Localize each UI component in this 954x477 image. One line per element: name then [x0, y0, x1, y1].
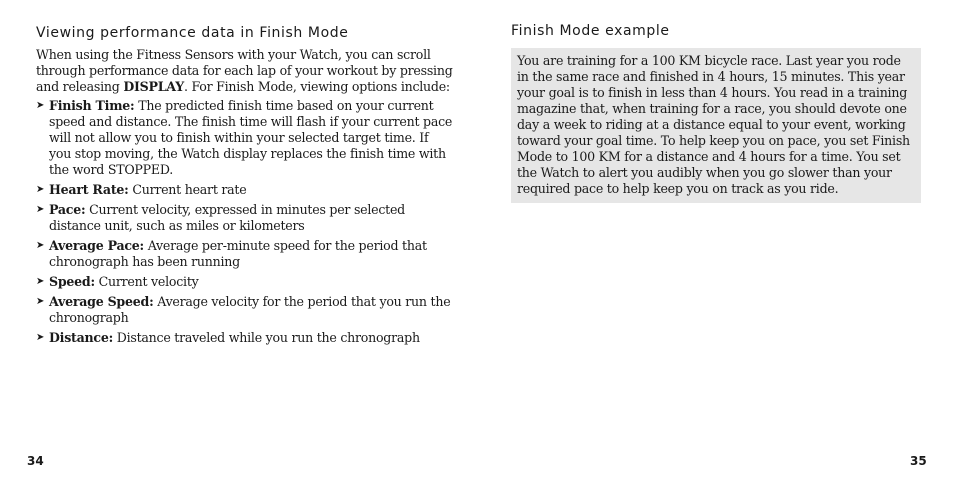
option-description: Current velocity [94, 274, 199, 289]
option-description: Average velocity for the period that you run the chronograph [49, 294, 451, 325]
option-term: Speed: [49, 274, 95, 289]
example-callout-box [511, 48, 921, 203]
list-item [36, 98, 454, 178]
arrowhead-bullet-icon: ➤ [36, 276, 45, 287]
intro-text-after: . For Finish Mode, viewing options include: [183, 79, 450, 94]
option-term: Average Pace: [49, 238, 144, 253]
example-paragraph: You are training for a 100 KM bicycle race. Last year you rode in the same race and finished in 4 hours, 15 minutes. This year your goal is to finish in less than 4 hours. You read in a training magazine that, when training for a race, you should devote one day a week to riding at a distance equal to your event, working toward your goal time. To help keep you on pace, you set Finish Mode to 100 KM for a distance and 4 hours for a time. You set the Watch to alert you audibly when you go slower than your required pace to help keep you on track as you ride. [517, 53, 910, 196]
option-term: Pace: [49, 202, 86, 217]
option-term: Distance: [49, 330, 114, 345]
section-heading-finish-mode-example: Finish Mode example [511, 23, 670, 39]
list-item [36, 274, 454, 290]
arrowhead-bullet-icon: ➤ [36, 240, 45, 251]
intro-display-keyword: DISPLAY [123, 79, 184, 94]
arrowhead-bullet-icon: ➤ [36, 204, 45, 215]
option-description: Current heart rate [128, 182, 247, 197]
arrowhead-bullet-icon: ➤ [36, 100, 45, 111]
option-description: The predicted finish time based on your current speed and distance. The finish time will flash if your current pace will not allow you to finish within your selected target time. If you stop moving, the Watch display replaces the finish time with the word STOPPED. [49, 98, 453, 177]
option-description: Current velocity, expressed in minutes per selected distance unit, such as miles or kilometers [49, 202, 405, 233]
page-number-left: 34 [27, 454, 44, 468]
arrowhead-bullet-icon: ➤ [36, 296, 45, 307]
option-term: Heart Rate: [49, 182, 129, 197]
option-description: Average per-minute speed for the period that chronograph has been running [49, 238, 427, 269]
list-item [36, 238, 454, 270]
arrowhead-bullet-icon: ➤ [36, 332, 45, 343]
intro-text-before: When using the Fitness Sensors with your Watch, you can scroll through performance data for each lap of your workout by pressing and releasing [36, 47, 453, 94]
intro-paragraph [36, 47, 454, 95]
list-item [36, 294, 454, 326]
option-term: Average Speed: [49, 294, 154, 309]
viewing-options-list [36, 98, 454, 350]
list-item [36, 182, 454, 198]
arrowhead-bullet-icon: ➤ [36, 184, 45, 195]
section-heading-finish-mode-viewing: Viewing performance data in Finish Mode [36, 25, 349, 41]
list-item [36, 330, 454, 346]
page-number-right: 35 [910, 454, 927, 468]
option-description: Distance traveled while you run the chronograph [113, 330, 420, 345]
option-term: Finish Time: [49, 98, 135, 113]
list-item [36, 202, 454, 234]
